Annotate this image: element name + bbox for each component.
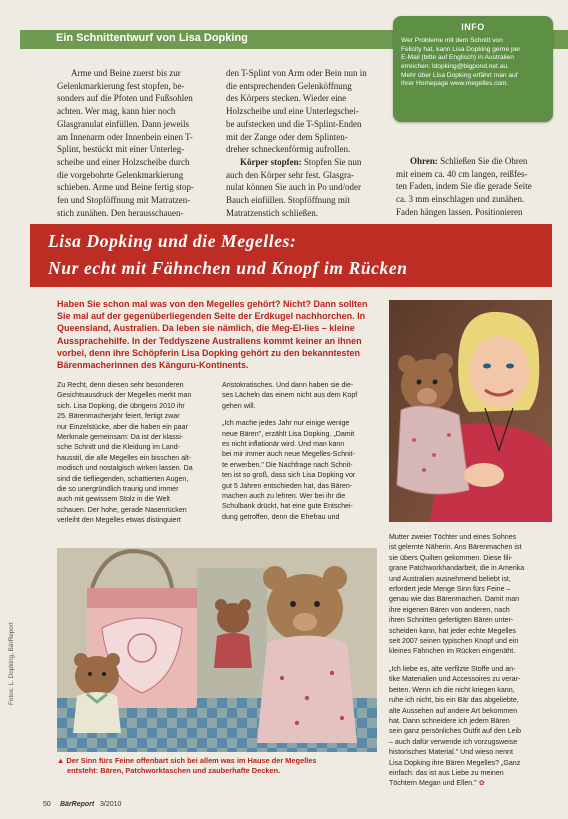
info-box (393, 16, 553, 122)
info-line: E-Mail (bitte auf Englisch) in Australien (401, 54, 514, 62)
article-column-2 (222, 380, 382, 529)
text-line: einfach: das ist aus Liebe zu meinen (389, 768, 504, 777)
text-line: mit einem ca. 40 cm langen, reißfes- (396, 168, 528, 179)
text-line: hausstil, die alle Megelles ein bisschen alt- (57, 453, 192, 462)
text-line: Merkmale gemeinsam: Da ist der klassi- (57, 433, 184, 442)
text-line: Zu Recht, denn diesen sehr besonderen (57, 381, 184, 389)
text-line: sind die tiefliegenden, schattierten Augen, (57, 474, 189, 483)
info-title: INFO (461, 22, 485, 32)
info-line: Mehr über Lisa Dopking erfährt man auf (401, 71, 518, 79)
text-line: sie übers Quilten gekommen. Diese fili- (389, 553, 513, 562)
text-line: schieben. Arme und Beine fertig stop- (57, 182, 194, 193)
text-line: gut 5 Jahren entschieden hat, das Bären- (222, 481, 353, 490)
text-line: des Körpers stecken. Wieder eine (226, 93, 347, 104)
magazine-name: BärReport (60, 801, 95, 808)
instructions-column-2 (226, 67, 386, 219)
text-line: stich zunähen. Den herausschauen- (57, 207, 184, 218)
text-line: den T-Splint von Arm oder Bein nun in (226, 68, 367, 78)
text-line: gehen will. (222, 401, 256, 410)
text-line: die entsprechenden Gelenköffnung (226, 80, 352, 91)
text-line: die so unergründlich traurig und immer (57, 485, 179, 494)
caption-text: Der Sinn fürs Feine offenbart sich bei allem was im Hause der Megelles (66, 756, 317, 765)
text-line: „Ich mache jedes Jahr nur einige wenige (222, 419, 350, 428)
text-line (226, 156, 386, 169)
article-column-1 (57, 380, 217, 533)
text-line: fen und Stopföffnung mit Matratzen- (57, 195, 191, 206)
issue-number: 3/2010 (100, 801, 122, 808)
paragraph (222, 418, 382, 522)
page-footer (20, 801, 568, 815)
text-line: auch mit gewissem Stolz in die Welt (57, 495, 171, 504)
article-lead (57, 298, 379, 371)
text-line: sich. Lisa Dopking, die übrigens 2010 ihr (57, 401, 185, 410)
text-line: – auch dafür verwende ich vorzugsweise (389, 737, 518, 746)
text-line: be aufstecken und die T-Splint-Enden (226, 118, 362, 129)
text-line: machen auch zu lehren. Wer bei ihr die (222, 492, 346, 501)
text-line: nulat können Sie auch in Po und/oder (226, 182, 361, 193)
caption-triangle-icon: ▲ (57, 756, 65, 765)
caption-line: entsteht: Bären, Patchworktaschen und zauberhafte Decken. (67, 766, 281, 775)
text-line: ihre eigenen Bären von anderen, nach (389, 605, 510, 614)
photo-caption (57, 756, 377, 776)
text-line: scheibe und einer Holzscheibe durch (57, 156, 190, 167)
section-title: Ein Schnittentwurf von Lisa Dopking (56, 32, 248, 44)
text-line: sein ganz persönliches Outfit auf den Leib (389, 727, 522, 736)
text-line: alte Aussehen auf andere Art bekommen (389, 706, 518, 715)
lead-line: Queensland, Australien. Da leben sie nämlich, die Meg-El-lies – kleine (57, 323, 355, 334)
text-line: 25. Bärenmacherjahr feiert, fertigt zwar (57, 412, 180, 421)
text-line: Gelenkmarkierung fest stopfen, be- (57, 80, 185, 91)
text-line: und Australien ausnehmend beliebt ist, (389, 574, 511, 583)
text-line: beiten. Wenn ich die nicht kriegen kann, (389, 685, 515, 694)
text-line: Glasgranulat einfüllen. Dann jeweils (57, 118, 189, 129)
article-column-3 (389, 532, 553, 796)
lead-line: Bärenmacherinnen des Känguru-Kontinents. (57, 360, 249, 371)
text-line: ca. 3 mm einschlagen und zunähen. (396, 194, 525, 205)
text-line: scheiden kann, hat jeder echte Megelles (389, 626, 516, 635)
paragraph (57, 380, 217, 526)
text-line: Holzscheibe und eine Unterlegschei- (226, 106, 359, 117)
text-line: nur Einzelstücke, aber die haben ein paar (57, 422, 188, 431)
lead-line: vorbei, denn ihre Schöpferin Lisa Dopking gehört zu den bekanntesten (57, 347, 361, 358)
text-line: Mutter zweier Töchter und eines Sohnes (389, 533, 517, 541)
text-line: ihren Schnitten gefertigten Bären unter- (389, 616, 514, 625)
text-line: neue Bären", erzählt Lisa Dopking. „Damit (222, 429, 355, 438)
text-line: sonders auf die Pfoten und Fußsohlen (57, 93, 193, 104)
text-line: Bauch einfüllen. Stopföffnung mit (226, 195, 350, 206)
text-line: die vorgebohrte Gelenkmarkierung (57, 169, 184, 180)
lead-line: Sie mal auf der gegenüberliegenden Seite der Erdkugel nachhorchen. In (57, 311, 366, 322)
text-line: tike Materialien und Accessoires zu verar- (389, 675, 521, 684)
text-line: ruhe ich nicht, bis ein Bär das abgeliebte, (389, 696, 519, 705)
text-line: Matratzenstich schließen. (226, 207, 318, 218)
text-line: dung getroffen, denn die Ehefrau und (222, 512, 340, 521)
paragraph (389, 664, 553, 789)
text-line: achten. Wer mag, kann hier noch (57, 106, 176, 117)
text-line: modisch und nostalgisch wirken lassen. Da (57, 464, 193, 473)
paragraph (389, 532, 553, 657)
text-line: am Innenarm oder Innenbein einen T- (57, 131, 193, 142)
text-line: ses Lächeln das einem nicht aus dem Kopf (222, 391, 358, 400)
text-line: schauen. Der hohe, gerade Nasenrücken (57, 505, 187, 514)
photo-credit: Fotos: L. Dopking, BärReport (8, 622, 15, 705)
text-line: ten ist so groß, dass sich Lisa Dopking vor (222, 471, 356, 480)
bears-photo-graphic (57, 548, 377, 752)
text-fragment: Töchtern Megan und Ellen." (389, 779, 477, 788)
article-title-line-2: Nur echt mit Fähnchen und Knopf im Rücken (48, 258, 408, 278)
portrait-photo-graphic (389, 300, 552, 522)
text-line: verleiht den Megelles etwas distinguiert (57, 516, 181, 525)
text-line (389, 778, 553, 788)
instructions-column-1 (57, 67, 217, 219)
text-line: Arme und Beine zuerst bis zur (71, 68, 181, 78)
page-number: 50 (43, 801, 51, 808)
article-title-line-1: Lisa Dopking und die Megelles: (48, 231, 297, 251)
text-line: auch den Körper sehr fest. Glasgra- (226, 169, 354, 180)
text-line: seit 2007 seinen typischen Knopf und ein (389, 637, 519, 646)
text-line: erfordert jede Menge Sinn fürs Feine – (389, 585, 511, 594)
subheading-koerper: Körper stopfen: (240, 156, 302, 167)
text-line: genau wie das Bärenmachen. Damit man (389, 595, 520, 604)
text-line: Splint, bestückt mit einer Unterleg- (57, 144, 185, 155)
caption-line (57, 756, 377, 766)
text-fragment: Schließen Sie die Ohren (437, 156, 528, 166)
info-line: Felicity hat, kann Lisa Dopking gerne per (401, 45, 521, 53)
text-line: grane Patchworkhandarbeit, die in Amerika (389, 564, 525, 573)
info-line: Wer Probleme mit dem Schnitt von (401, 36, 503, 44)
text-line: hat. Dann schneidere ich jedem Bären (389, 716, 510, 725)
portrait-photo (389, 300, 552, 522)
lead-line: Haben Sie schon mal was von den Megelles gehört? Nicht? Dann sollten (57, 299, 368, 309)
text-line (396, 155, 552, 168)
text-line: Lisa Dopking ihre Bären Megelles? „Ganz (389, 758, 521, 767)
lead-line: Aussprachehilfe. In der Teddyszene Australiens kommt keiner an ihnen (57, 335, 362, 346)
text-line: mit der Zange oder dem Splinten- (226, 131, 348, 142)
text-line: dreher schneckenförmig aufrollen. (226, 144, 351, 155)
text-line: ten Faden, indem Sie die gerade Seite (396, 181, 532, 192)
text-line: sche Schnitt und die Kleidung im Land- (57, 443, 181, 452)
text-line: Schulbank drückt, hat eine gute Entschei- (222, 502, 353, 511)
paragraph (222, 380, 382, 411)
text-line: Aristokratisches. Und dann haben sie die- (222, 381, 354, 389)
article-title-banner (30, 224, 552, 287)
subheading-ohren: Ohren: (410, 156, 438, 166)
text-line: „Ich liebe es, alte verfilzte Stoffe und an- (389, 664, 516, 673)
info-email: erreichen: ldopking@bigpond.net.au. (401, 62, 509, 70)
bears-and-bags-photo (57, 548, 377, 752)
text-line: Faden hängen lassen. Positionieren (396, 206, 523, 217)
text-line: te erwerben." Die Nachfrage nach Schnit- (222, 460, 353, 469)
text-line: bei mir immer auch neue Megelles-Schnit- (222, 450, 355, 459)
instructions-column-3 (396, 155, 552, 219)
info-homepage: ihrer Homepage www.megelles.com. (401, 80, 509, 88)
text-line: ist gelernte Näherin. Ans Bärenmachen ist (389, 543, 522, 552)
end-mark-icon: ✿ (478, 779, 485, 788)
text-line: es nicht inflationär wird. Und man kann (222, 440, 345, 449)
text-line: kleines Fähnchen im Rücken eingenäht. (389, 647, 516, 656)
text-fragment: Stopfen Sie nun (301, 156, 362, 167)
text-line: Gesichtsausdruck der Megelles merkt man (57, 391, 192, 400)
text-line: historisches Material." Und wieso nennt (389, 748, 513, 757)
